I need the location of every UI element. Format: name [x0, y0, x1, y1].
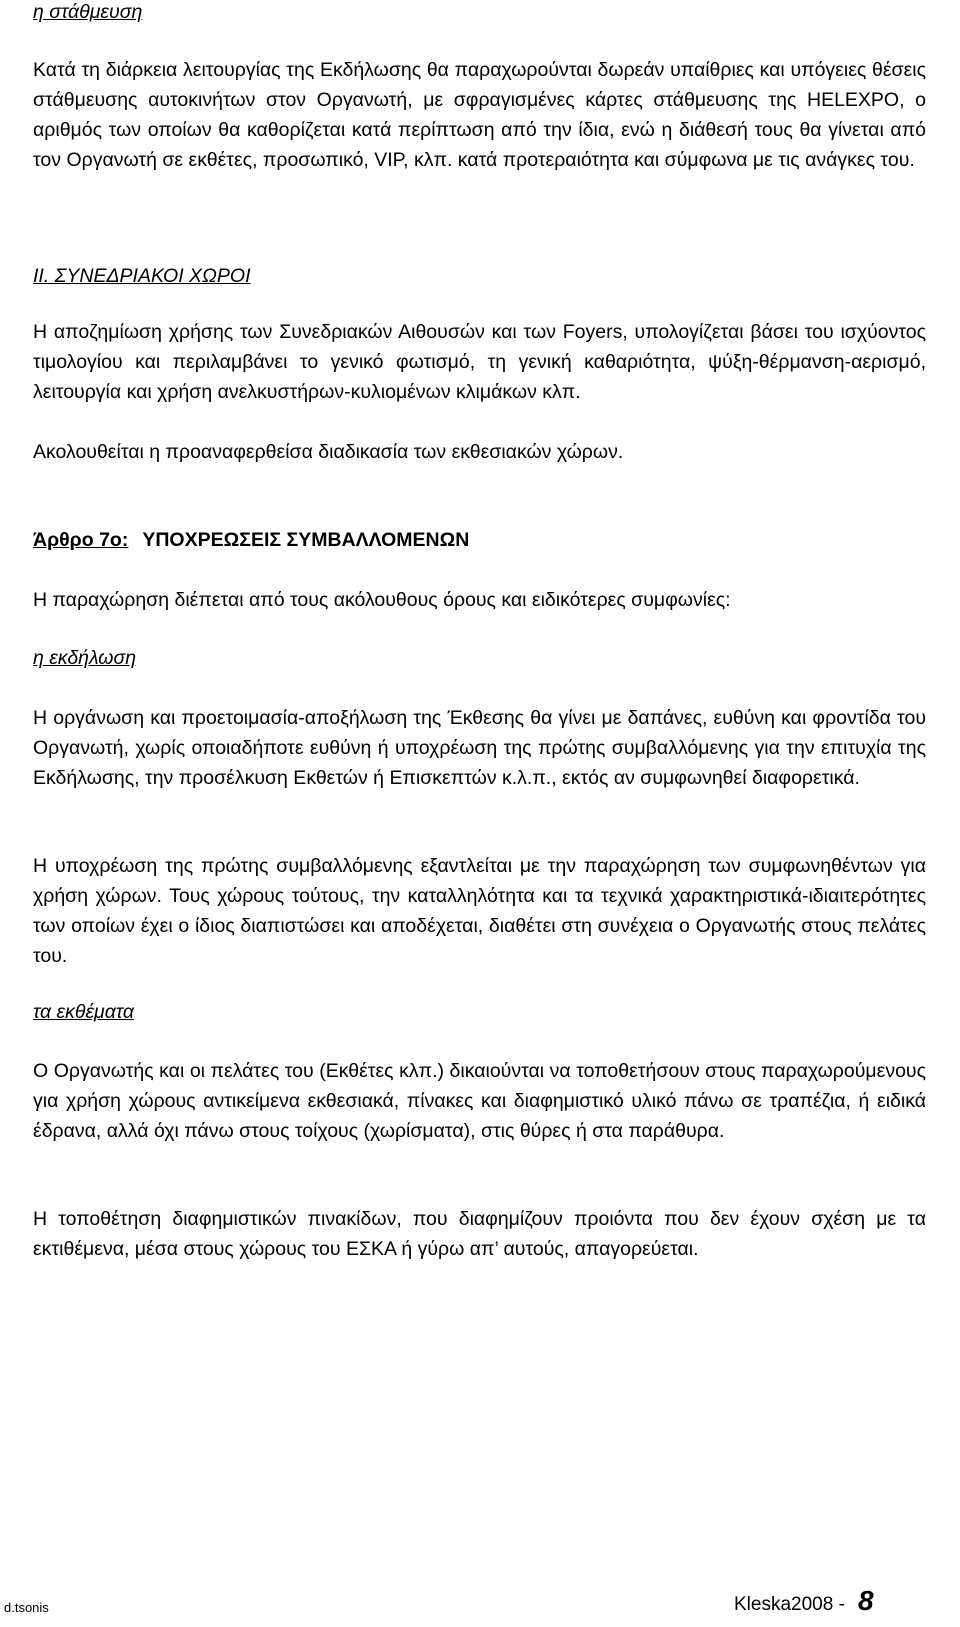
- exhibits-heading: τα εκθέματα: [33, 1001, 134, 1023]
- conference-heading: ΙΙ. ΣΥΝΕΔΡΙΑΚΟΙ ΧΩΡΟΙ: [33, 265, 251, 287]
- event-paragraph-2: Η υποχρέωση της πρώτης συμβαλλόμενης εξαντλείται με την παραχώρηση των συμφωνηθέντων για χρήση χώρων. Τους χώρους τούτους, την καταλληλότητα και τα τεχνικά χαρακτηριστικά-ιδιαιτερότητες των οποίων έχει ο ίδιος διαπιστώσει και αποδέχεται, διαθέτει στη συνέχεια ο Οργανωτής στους πελάτες του.: [33, 855, 926, 967]
- parking-paragraph: Κατά τη διάρκεια λειτουργίας της Εκδήλωσης θα παραχωρούνται δωρεάν υπαίθριες και υπόγειες θέσεις στάθμευσης αυτοκινήτων στον Οργανωτή, με σφραγισμένες κάρτες στάθμευσης της HELEXPO, ο αριθμός των οποίων θα καθορίζεται κατά περίπτωση από την ίδια, ενώ η διάθεσή τους θα γίνεται από τον Οργανωτή σε εκθέτες, προσωπικό, VIP, κλπ. κατά προτεραιότητα και σύμφωνα με τις ανάγκες του.: [33, 59, 926, 171]
- footer-page-number: 8: [858, 1585, 874, 1616]
- article-7-title: ΥΠΟΧΡΕΩΣΕΙΣ ΣΥΜΒΑΛΛΟΜΕΝΩΝ: [142, 529, 470, 551]
- article-7-heading: [33, 525, 926, 555]
- conference-paragraph-1: Η αποζημίωση χρήσης των Συνεδριακών Αιθουσών και των Foyers, υπολογίζεται βάσει του ισχύοντος τιμολογίου και περιλαμβάνει το γενικό φωτισμό, τη γενική καθαριότητα, ψύξη-θέρμανση-αερισμό, λειτουργία και χρήση ανελκυστήρων-κυλιομένων κλιμάκων κλπ.: [33, 321, 926, 403]
- event-paragraph-1: Η οργάνωση και προετοιμασία-αποξήλωση της Έκθεσης θα γίνει με δαπάνες, ευθύνη και φροντίδα του Οργανωτή, χωρίς οποιαδήποτε ευθύνη ή υποχρέωση της πρώτης συμβαλλόμενης για την επιτυχία της Εκδήλωσης, την προσέλκυση Εκθετών ή Επισκεπτών κ.λ.π., εκτός αν συμφωνηθεί διαφορετικά.: [33, 707, 926, 789]
- exhibits-paragraph-1: Ο Οργανωτής και οι πελάτες του (Εκθέτες κλπ.) δικαιούνται να τοποθετήσουν στους παραχωρούμενους για χρήση χώρους αντικείμενα εκθεσιακά, πίνακες και διαφημιστικό υλικό πάνω σε τραπέζια, ή ειδικά έδρανα, αλλά όχι πάνω στους τοίχους (χωρίσματα), στις θύρες ή στα παράθυρα.: [33, 1060, 926, 1142]
- conference-paragraph-2: Ακολουθείται η προαναφερθείσα διαδικασία των εκθεσιακών χώρων.: [33, 441, 624, 463]
- footer-author: d.tsonis: [4, 1600, 49, 1615]
- exhibits-paragraph-2: Η τοποθέτηση διαφημιστικών πινακίδων, που διαφημίζουν προιόντα που δεν έχουν σχέση με τα εκτιθέμενα, μέσα στους χώρους του ΕΣΚΑ ή γύρω απ’ αυτούς, απαγορεύεται.: [33, 1208, 926, 1260]
- footer-doc-name: Kleska2008 -: [734, 1594, 845, 1615]
- event-heading: η εκδήλωση: [33, 647, 137, 669]
- article-7-label: Άρθρο 7ο:: [33, 529, 129, 551]
- page-footer: [0, 1584, 960, 1624]
- article-7-intro: Η παραχώρηση διέπεται από τους ακόλουθους όρους και ειδικότερες συμφωνίες:: [33, 589, 731, 611]
- parking-heading: η στάθμευση: [33, 1, 143, 23]
